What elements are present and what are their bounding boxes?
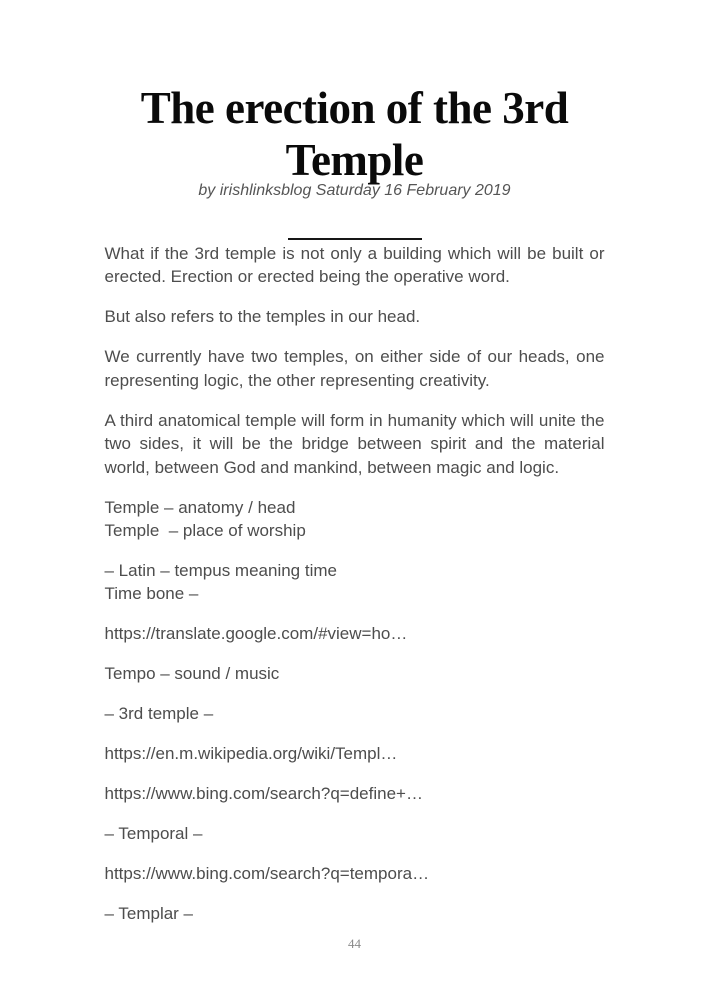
paragraph bbox=[105, 742, 605, 765]
paragraph bbox=[105, 622, 605, 645]
paragraph: But also refers to the temples in our head. bbox=[104, 307, 421, 327]
paragraph-line: – Latin – tempus meaning time bbox=[104, 561, 337, 581]
paragraph bbox=[105, 862, 605, 885]
post-title: The erection of the 3rd Temple bbox=[140, 83, 569, 185]
paragraph-line: Temple – anatomy / head bbox=[104, 497, 296, 517]
paragraph: We currently have two temples, on either side of our heads, one representing logic, the other representing creativity. bbox=[104, 347, 605, 390]
paragraph-line: Time bone – bbox=[104, 584, 199, 604]
paragraph: Tempo – sound / music bbox=[104, 664, 280, 684]
paragraph: – Templar – bbox=[104, 904, 194, 924]
paragraph-line: Temple – place of worship bbox=[104, 521, 306, 541]
paragraph bbox=[105, 782, 605, 805]
title-divider bbox=[288, 238, 422, 240]
paragraph bbox=[105, 496, 605, 543]
paragraph bbox=[105, 559, 605, 606]
link-bing-temporal[interactable]: https://www.bing.com/search?q=tempora… bbox=[104, 864, 430, 884]
article-content bbox=[105, 0, 605, 926]
paragraph: – Temporal – bbox=[104, 824, 203, 844]
paragraph: – 3rd temple – bbox=[104, 704, 214, 724]
link-google-translate[interactable]: https://translate.google.com/#view=ho… bbox=[104, 624, 408, 644]
paragraph: A third anatomical temple will form in humanity which will unite the two sides, it will be the bridge between spirit and the material world, between God and mankind, between magic and logic. bbox=[104, 410, 605, 477]
link-bing-define[interactable]: https://www.bing.com/search?q=define+… bbox=[104, 784, 423, 804]
paragraph: What if the 3rd temple is not only a building which will be built or erected. Erection or erected being the operative word. bbox=[104, 244, 605, 287]
link-wikipedia-temple[interactable]: https://en.m.wikipedia.org/wiki/Templ… bbox=[104, 744, 398, 764]
page-number: 44 bbox=[348, 936, 361, 951]
post-byline: by irishlinksblog Saturday 16 February 2019 bbox=[198, 182, 511, 199]
